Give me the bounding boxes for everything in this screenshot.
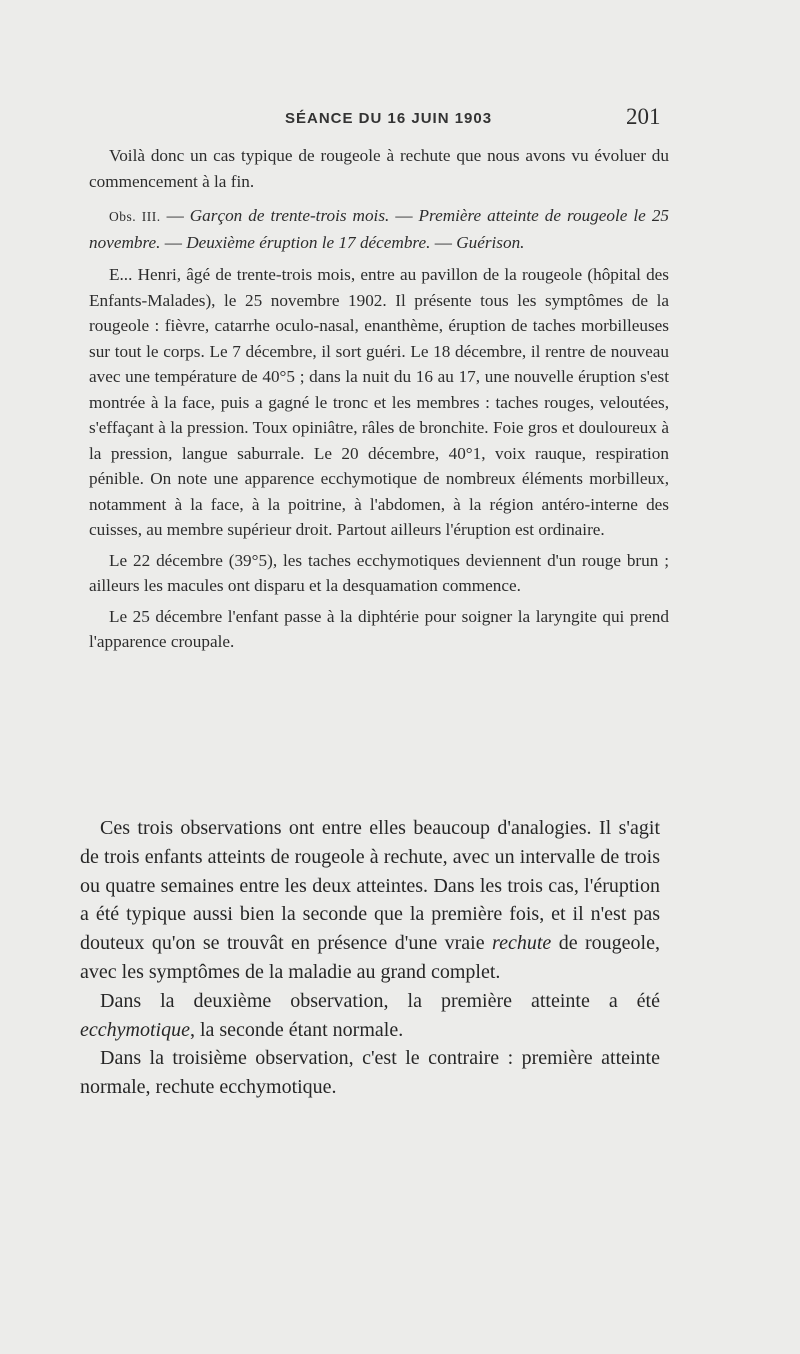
running-header bbox=[0, 104, 800, 132]
observation-intro: Voilà donc un cas typique de rougeole à rechute que nous avons vu évoluer du commencement à la fin. bbox=[89, 146, 669, 191]
observation-para-25-december: Le 25 décembre l'enfant passe à la diphtérie pour soigner la laryngite qui prend l'apparence croupale. bbox=[89, 606, 669, 651]
observation-subject: Garçon de trente-trois mois. bbox=[189, 206, 390, 225]
observation-first-attack: Première atteinte de rougeole le 25 novembre. bbox=[89, 206, 670, 252]
heading-dash: — bbox=[160, 232, 187, 252]
heading-dash: — bbox=[430, 232, 457, 252]
discussion-paragraph-3: Dans la troisième observation, c'est le contraire : première atteinte normale, rechute ecchymotique. bbox=[80, 1047, 660, 1099]
observation-label: Obs. III. bbox=[109, 209, 161, 224]
observation-section bbox=[89, 143, 669, 655]
paragraph-text: Ces trois observations ont entre elles beaucoup d'analogies. Il s'agit de trois enfants atteints de rougeole à rechute, avec un intervalle de trois ou quatre semaines entre les deux atteintes. Dans les trois cas, l'éruption a été typique aussi bien la seconde que la première fois, et il n'est pas douteux qu'on se trouvât en présence d'une vraie bbox=[80, 817, 660, 955]
discussion-section bbox=[80, 814, 660, 1102]
emphasis-ecchymotique: ecchymotique bbox=[80, 1018, 190, 1041]
heading-dash: — bbox=[389, 206, 419, 225]
emphasis-rechute: rechute bbox=[492, 932, 552, 955]
observation-para-22-december: Le 22 décembre (39°5), les taches ecchymotiques deviennent d'un rouge brun ; ailleurs les macules ont disparu et la desquamation commence. bbox=[89, 550, 669, 595]
paragraph-text: , la seconde étant normale. bbox=[189, 1018, 404, 1041]
page-number: 201 bbox=[626, 104, 661, 129]
discussion-paragraph-1 bbox=[80, 814, 660, 987]
observation-outcome: Guérison. bbox=[456, 232, 525, 252]
heading-dash: — bbox=[160, 206, 190, 225]
observation-heading bbox=[89, 203, 669, 255]
discussion-paragraph-2 bbox=[80, 987, 660, 1045]
observation-second-eruption: Deuxième éruption le 17 décembre. bbox=[186, 232, 431, 252]
paragraph-text: de rougeole, avec les symptômes de la maladie au grand complet. bbox=[80, 932, 660, 983]
header-title: SÉANCE DU 16 JUIN 1903 bbox=[285, 110, 493, 127]
observation-body: E... Henri, âgé de trente-trois mois, entre au pavillon de la rougeole (hôpital des Enfants-Malades), le 25 novembre 1902. Il présente tous les symptômes de la rougeole : fièvre, catarrhe oculo-nasal, enanthème, éruption de taches morbilleuses sur tout le corps. Le 7 décembre, il sort guéri. Le 18 décembre, il rentre de nouveau avec une température de 40°5 ; dans la nuit du 16 au 17, une nouvelle éruption s'est montrée à la face, puis a gagné le tronc et les membres : taches rouges, veloutées, s'effaçant à la pression. Toux opiniâtre, râles de bronchite. Foie gros et douloureux à la pression, langue saburrale. Le 20 décembre, 40°1, voix rauque, respiration pénible. On note une apparence ecchymotique de nombreux éléments morbilleux, notamment à la face, à la poitrine, à l'abdomen, à la région antéro-interne des cuisses, au membre supérieur droit. Partout ailleurs l'éruption est ordinaire. bbox=[89, 265, 669, 539]
paragraph-text: Dans la deuxième observation, la première atteinte a été bbox=[100, 989, 660, 1012]
